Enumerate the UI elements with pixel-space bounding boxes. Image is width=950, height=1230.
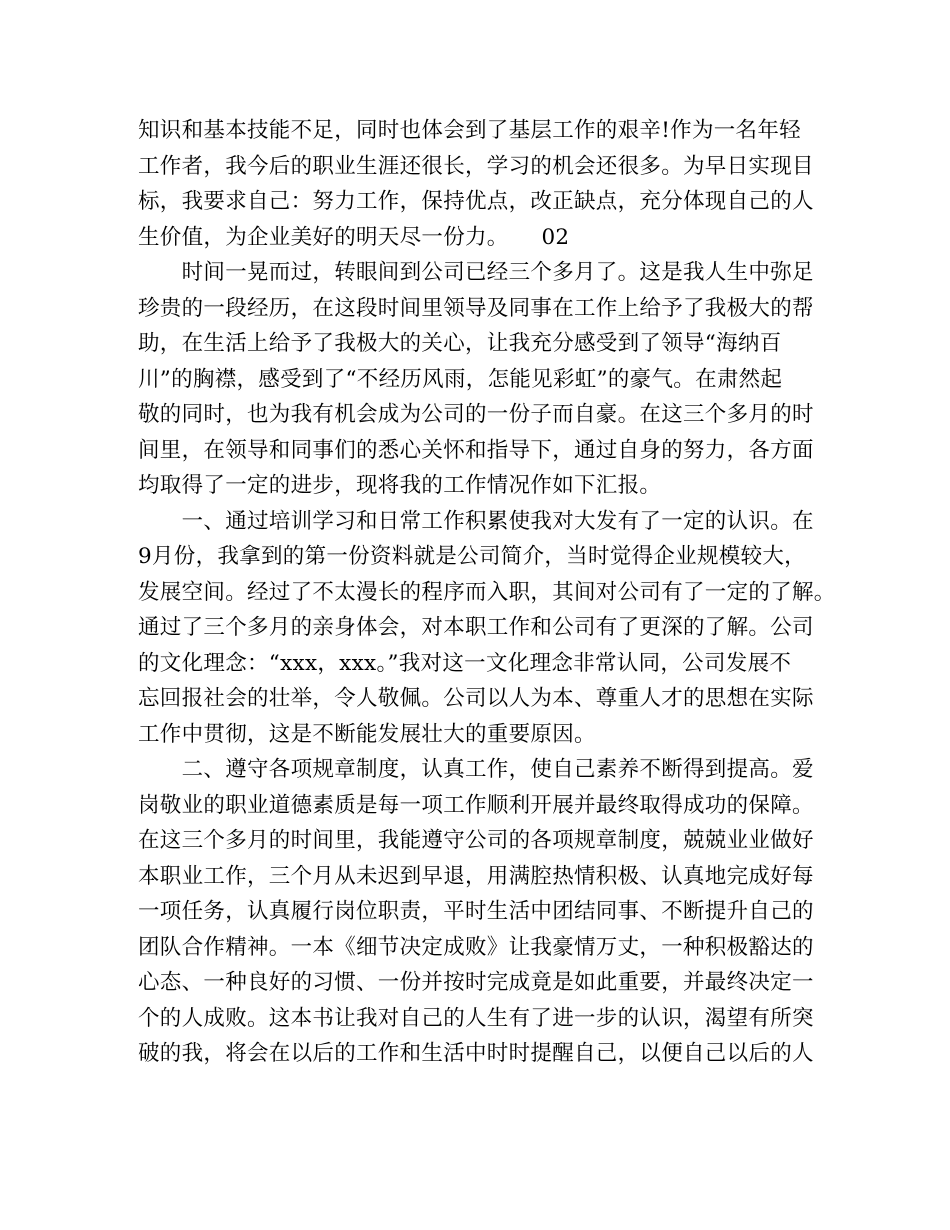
text-line: 破的我，将会在以后的工作和生活中时时提醒自己，以便自己以后的人 — [138, 1041, 814, 1066]
text-line: 工作者，我今后的职业生涯还很长，学习的机会还很多。为早日实现目 — [138, 153, 814, 179]
text-line: 岗敬业的职业道德素质是每一项工作顺利开展并最终取得成功的保障。 — [138, 792, 814, 818]
body-text — [138, 113, 838, 1072]
text-line: 珍贵的一段经历，在这段时间里领导及同事在工作上给予了我极大的帮 — [138, 295, 814, 321]
text-line: 间里，在领导和同事们的悉心关怀和指导下，通过自身的努力，各方面 — [138, 437, 814, 463]
text-line: 发展空间。经过了不太漫长的程序而入职，其间对公司有了一定的了解。 — [138, 579, 836, 605]
text-line: 标，我要求自己：努力工作，保持优点，改正缺点，充分体现自己的人 — [138, 189, 814, 214]
text-line: 川”的胸襟，感受到了“不经历风雨，怎能见彩虹”的豪气。在肃然起 — [138, 366, 783, 392]
text-line: 9月份，我拿到的第一份资料就是公司简介，当时觉得企业规模较大， — [138, 544, 806, 569]
text-line: 助，在生活上给予了我极大的关心，让我充分感受到了领导“海纳百 — [138, 331, 782, 356]
text-line: 通过了三个多月的亲身体会，对本职工作和公司有了更深的了解。公司 — [138, 615, 814, 640]
text-line: 均取得了一定的进步，现将我的工作情况作如下汇报。 — [138, 473, 662, 498]
text-line: 的文化理念：“xxx，xxx。”我对这一文化理念非常认同，公司发展不 — [138, 650, 792, 676]
text-line: 知识和基本技能不足，同时也体会到了基层工作的艰辛!作为一名年轻 — [138, 118, 801, 143]
text-line: 个的人成败。这本书让我对自己的人生有了进一步的认识，渴望有所突 — [138, 1005, 814, 1031]
text-line: 一项任务，认真履行岗位职责，平时生活中团结同事、不断提升自己的 — [138, 899, 814, 924]
text-line: 敬的同时，也为我有机会成为公司的一份子而自豪。在这三个多月的时 — [138, 402, 814, 427]
text-line: 二、遵守各项规章制度，认真工作，使自己素养不断得到提高。爱 — [138, 757, 814, 782]
text-line: 一、通过培训学习和日常工作积累使我对大发有了一定的认识。在 — [138, 508, 814, 534]
text-line: 生价值，为企业美好的明天尽一份力。 02 — [138, 224, 570, 250]
text-line: 在这三个多月的时间里，我能遵守公司的各项规章制度，兢兢业业做好 — [138, 828, 814, 853]
text-line: 忘回报社会的壮举，令人敬佩。公司以人为本、尊重人才的思想在实际 — [138, 686, 814, 711]
text-line: 团队合作精神。一本《细节决定成败》让我豪情万丈，一种积极豁达的 — [138, 934, 814, 960]
text-line: 心态、一种良好的习惯、一份并按时完成竟是如此重要，并最终决定一 — [138, 970, 814, 995]
text-line: 本职业工作，三个月从未迟到早退，用满腔热情积极、认真地完成好每 — [138, 863, 814, 889]
text-line: 时间一晃而过，转眼间到公司已经三个多月了。这是我人生中弥足 — [138, 260, 814, 285]
text-line: 工作中贯彻，这是不断能发展壮大的重要原因。 — [138, 721, 596, 747]
